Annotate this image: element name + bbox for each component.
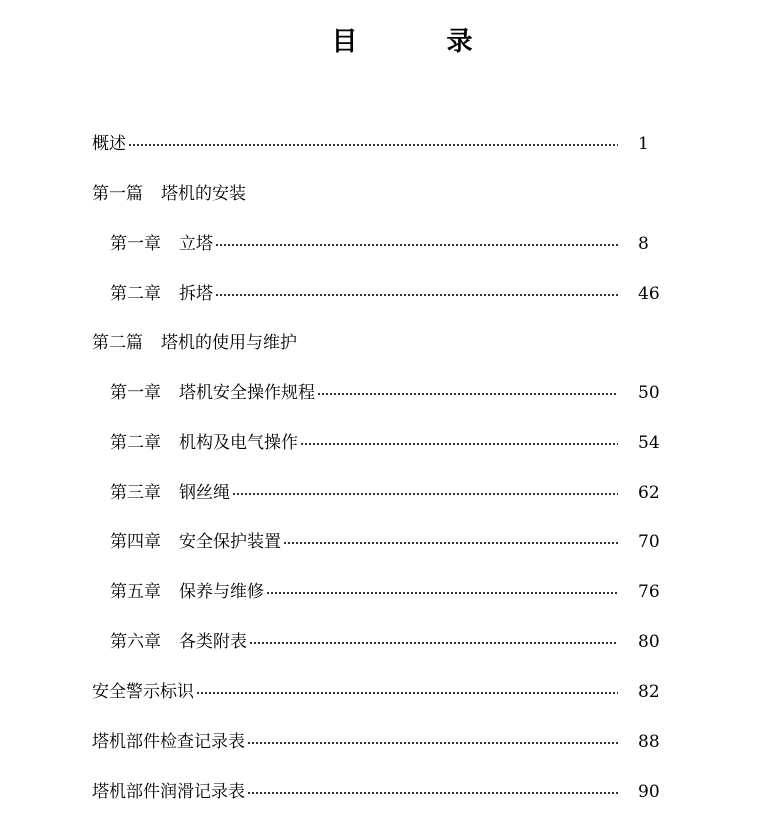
toc-part-1[interactable] bbox=[92, 179, 668, 209]
page-title: 目 录 bbox=[331, 27, 513, 57]
toc-leader-dots bbox=[215, 244, 618, 246]
toc-entry-chapter[interactable] bbox=[110, 428, 668, 458]
toc-page-number: 88 bbox=[638, 732, 660, 752]
toc-part-number: 第二篇 bbox=[92, 333, 143, 353]
toc-entry-chapter[interactable] bbox=[110, 478, 668, 508]
toc-chapter-number: 第二章 bbox=[110, 433, 161, 453]
toc-leader-dots bbox=[249, 642, 618, 644]
toc-entry-label: 塔机部件检查记录表 bbox=[92, 732, 245, 752]
toc-entry-chapter[interactable] bbox=[110, 577, 668, 607]
toc-entry-safety-signs[interactable] bbox=[92, 677, 668, 707]
toc-chapter-number: 第五章 bbox=[110, 582, 161, 602]
toc-leader-dots bbox=[247, 742, 618, 744]
toc-page-number: 82 bbox=[638, 682, 660, 702]
toc-leader-dots bbox=[196, 692, 618, 694]
toc-leader-dots bbox=[232, 493, 618, 495]
toc-leader-dots bbox=[300, 443, 618, 445]
toc-page-number: 1 bbox=[638, 134, 649, 154]
toc-leader-dots bbox=[283, 542, 618, 544]
toc-entry-heading bbox=[110, 229, 213, 259]
toc-page-number: 62 bbox=[638, 483, 660, 503]
toc-leader-dots bbox=[317, 393, 618, 395]
toc-entry-label: 保养与维修 bbox=[179, 582, 264, 602]
toc-entry-chapter[interactable] bbox=[110, 279, 668, 309]
toc-page-number: 46 bbox=[638, 284, 660, 304]
toc-entry-heading bbox=[110, 478, 230, 508]
toc-part-2[interactable] bbox=[92, 328, 668, 358]
toc-page-number: 76 bbox=[638, 582, 660, 602]
toc-chapter-number: 第三章 bbox=[110, 483, 161, 503]
toc-chapter-number: 第一章 bbox=[110, 383, 161, 403]
toc-entry-heading bbox=[110, 378, 315, 408]
toc-leader-dots bbox=[128, 144, 618, 146]
toc-entry-label: 安全警示标识 bbox=[92, 682, 194, 702]
toc-entry-chapter[interactable] bbox=[110, 229, 668, 259]
toc-part-label: 塔机的安装 bbox=[161, 184, 246, 204]
toc-entry-label: 安全保护装置 bbox=[179, 532, 281, 552]
toc-page-number: 8 bbox=[638, 234, 649, 254]
toc-entry-label: 拆塔 bbox=[179, 284, 213, 304]
toc-entry-overview[interactable] bbox=[92, 129, 668, 159]
toc-page-number: 90 bbox=[638, 782, 660, 802]
toc-entry-label: 钢丝绳 bbox=[179, 483, 230, 503]
toc-entry-heading bbox=[110, 627, 247, 657]
toc-entry-chapter[interactable] bbox=[110, 527, 668, 557]
toc-entry-heading bbox=[110, 279, 213, 309]
toc-entry-lubrication-record[interactable] bbox=[92, 777, 668, 807]
toc-entry-heading bbox=[110, 527, 281, 557]
toc-entry-heading bbox=[110, 577, 264, 607]
toc-entry-label: 概述 bbox=[92, 134, 126, 154]
toc-entry-label: 塔机部件润滑记录表 bbox=[92, 782, 245, 802]
toc-entry-heading bbox=[110, 428, 298, 458]
toc-entry-label: 机构及电气操作 bbox=[179, 433, 298, 453]
toc-part-number: 第一篇 bbox=[92, 184, 143, 204]
toc-part-heading bbox=[92, 328, 297, 358]
toc-chapter-number: 第一章 bbox=[110, 234, 161, 254]
toc-leader-dots bbox=[266, 592, 618, 594]
toc-entry-label: 立塔 bbox=[179, 234, 213, 254]
toc-page-number: 54 bbox=[638, 433, 660, 453]
toc-leader-dots bbox=[215, 294, 618, 296]
toc-page-number: 70 bbox=[638, 532, 660, 552]
toc-page-number: 80 bbox=[638, 632, 660, 652]
toc-chapter-number: 第四章 bbox=[110, 532, 161, 552]
toc-part-label: 塔机的使用与维护 bbox=[161, 333, 297, 353]
toc-entry-inspection-record[interactable] bbox=[92, 727, 668, 757]
toc-page-number: 50 bbox=[638, 383, 660, 403]
toc-leader-dots bbox=[247, 792, 618, 794]
toc-entry-label: 塔机安全操作规程 bbox=[179, 383, 315, 403]
toc-part-heading bbox=[92, 179, 246, 209]
toc-chapter-number: 第六章 bbox=[110, 632, 161, 652]
toc-entry-chapter[interactable] bbox=[110, 378, 668, 408]
toc-chapter-number: 第二章 bbox=[110, 284, 161, 304]
toc-entry-label: 各类附表 bbox=[179, 632, 247, 652]
toc-entry-chapter[interactable] bbox=[110, 627, 668, 657]
